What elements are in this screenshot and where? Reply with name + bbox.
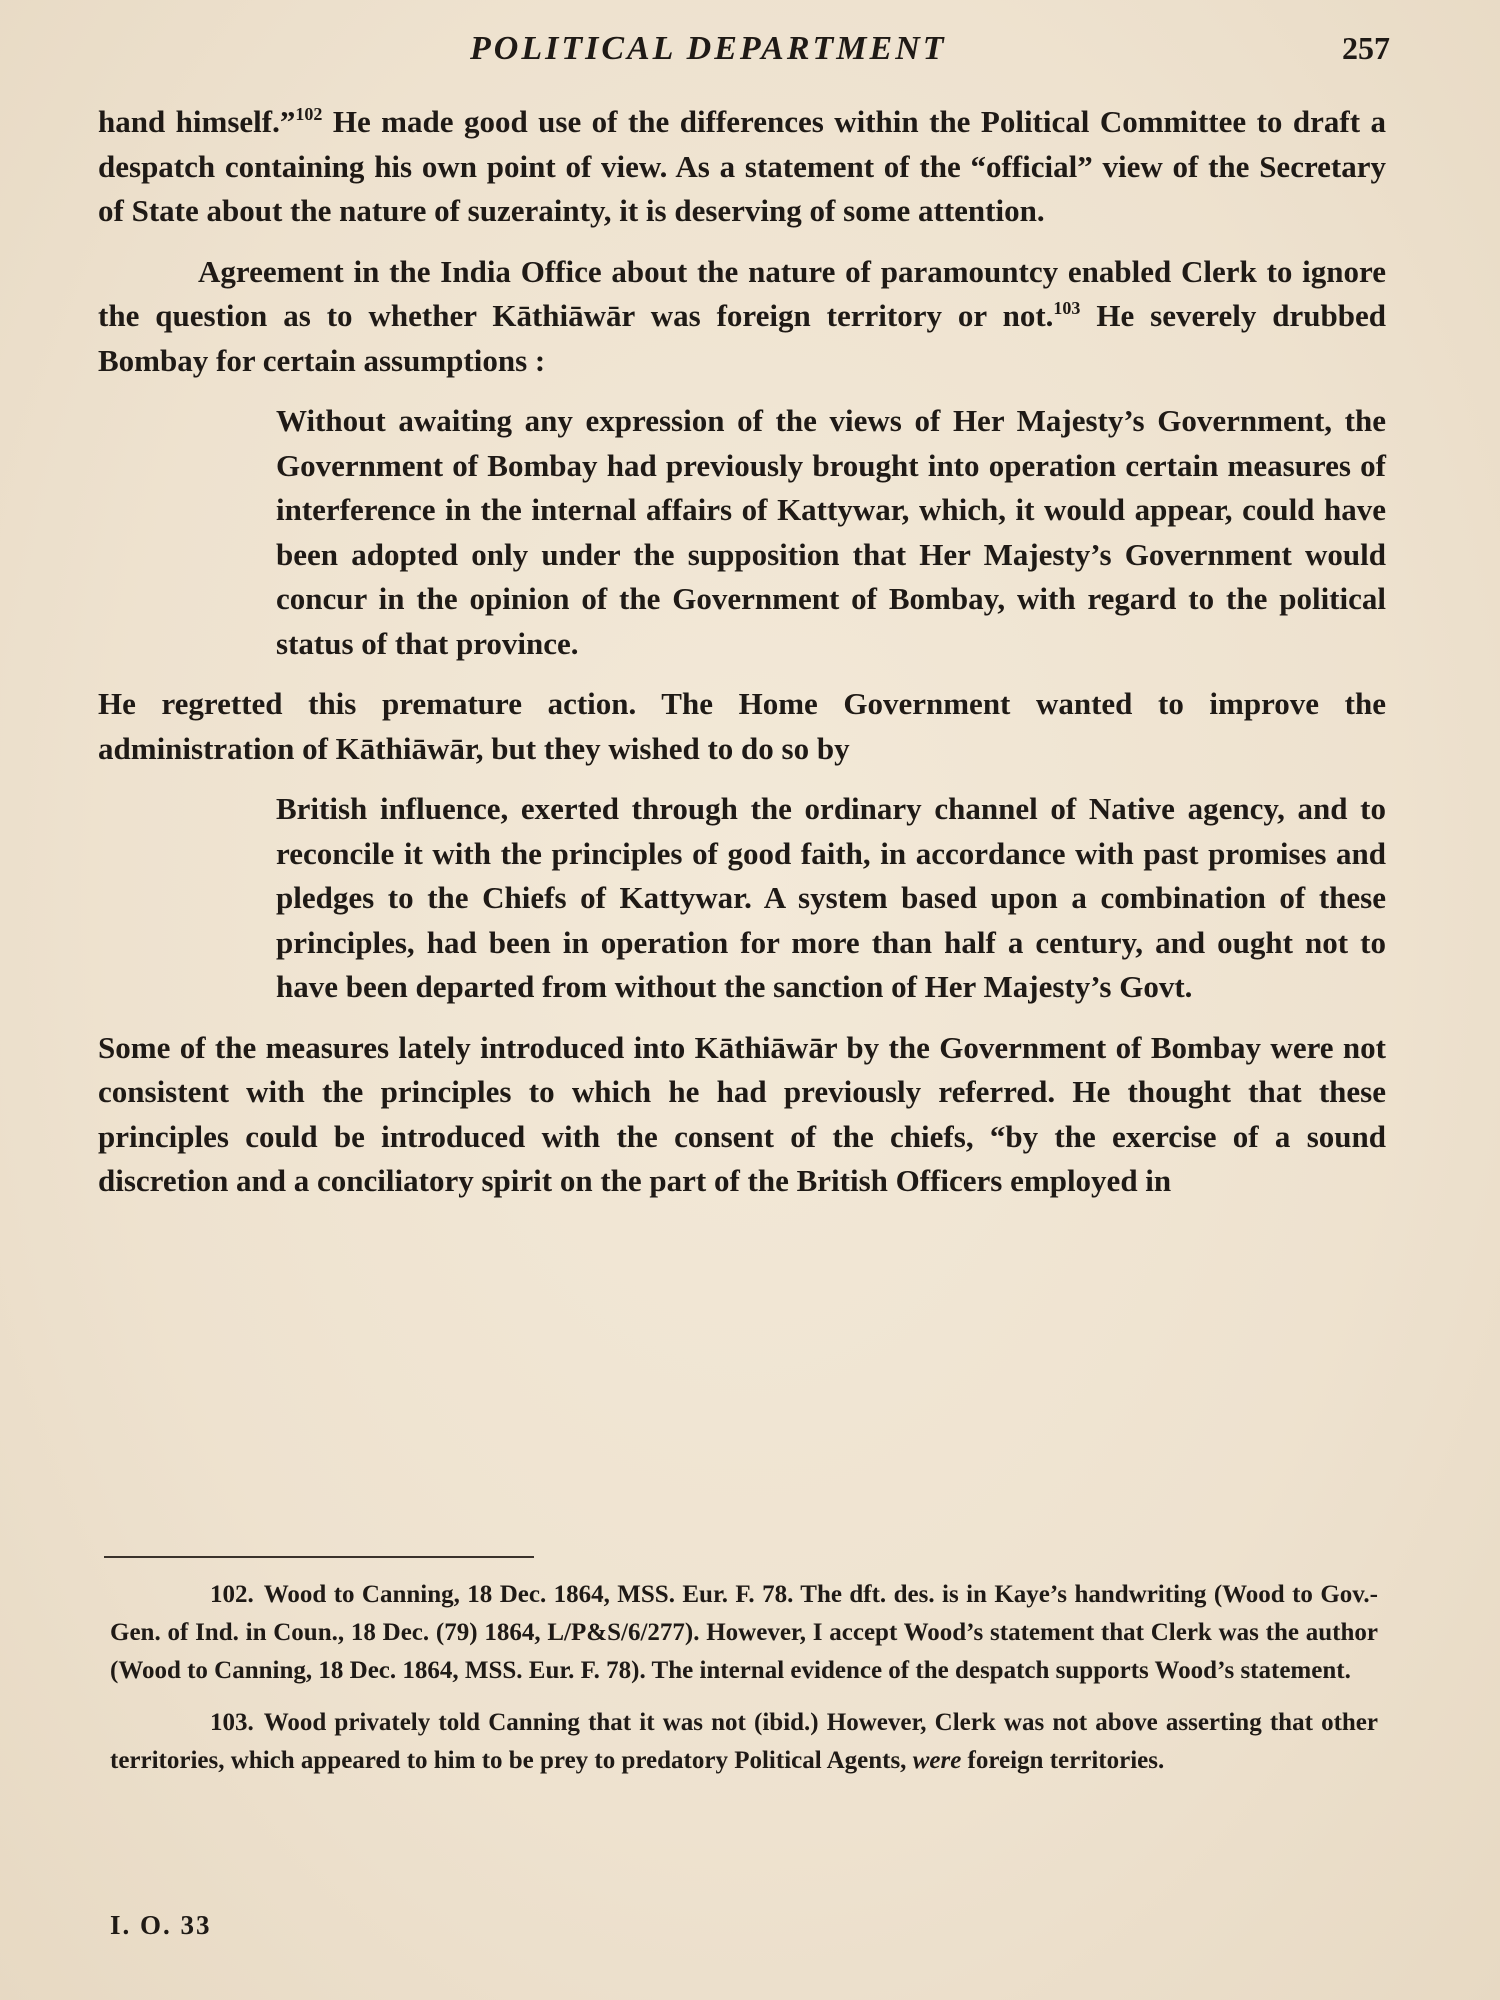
footnote-number: 103. <box>210 1709 254 1736</box>
page-number: 257 <box>1342 30 1390 66</box>
footnote-ref-103: 103 <box>1053 298 1081 318</box>
footnote-text: Wood to Canning, 18 Dec. 1864, MSS. Eur. F. 78. The dft. des. is in Kaye’s handwriting (Wood to Gov.-Gen. of Ind. in Coun., 18 Dec. (79) 1864, L/P&S/6/277). However, I accept Wood’s statement that Clerk was the author (Wood to Canning, 18 Dec. 1864, MSS. Eur. F. 78). The internal evidence of the despatch supports Wood’s statement. <box>110 1581 1378 1684</box>
paragraph-4: Some of the measures lately introduced into Kāthiāwār by the Government of Bombay were not consistent with the principles to which he had previously referred. He thought that these principles could be introduced with the consent of the chiefs, “by the exercise of a sound discretion and a conciliatory spirit on the part of the British Officers employed in <box>98 1029 1386 1198</box>
footnote-102 <box>110 1576 1378 1690</box>
paragraph-1-text-b: He made good use of the differences within the Political Committee to draft a despatch containing his own point of view. As a statement of the “official” view of the Secretary of State about the nature of suzerainty, it is deserving of some attention. <box>98 104 1386 228</box>
footnote-text-a: Wood privately told Canning that it was not (ibid.) However, Clerk was not above asserting that other territories, which appeared to him to be prey to predatory Political Agents, <box>110 1709 1378 1774</box>
footnotes <box>110 1576 1378 1794</box>
signature-mark: I. O. 33 <box>110 1910 212 1940</box>
block-quote-2: British influence, exerted through the ordinary channel of Native agency, and to reconcile it with the principles of good faith, in accordance with past promises and pledges to the Chiefs of Kattywar. A system based upon a combination of these principles, had been in operation for more than half a century, and ought not to have been departed from without the sanction of Her Majesty’s Govt. <box>276 791 1386 1004</box>
footnote-text-b: foreign territories. <box>961 1747 1165 1774</box>
paragraph-1-text-a: hand himself.” <box>98 104 296 139</box>
page-header <box>470 30 1390 72</box>
main-text <box>98 100 1386 1220</box>
paragraph-3: He regretted this premature action. The Home Government wanted to improve the administration of Kāthiāwār, but they wished to do so by <box>98 686 1386 766</box>
footnote-103 <box>110 1704 1378 1780</box>
paragraph-2-text-a: Agreement in the India Office about the nature of paramountcy enabled Clerk to ignore the question as to whether Kāthiāwār was foreign territory or not. <box>98 253 1386 333</box>
paragraph-1 <box>98 100 1386 234</box>
paragraph-2-text-b: He severely drubbed Bombay for certain assumptions : <box>98 298 1387 378</box>
footnote-ref-102: 102 <box>295 104 323 124</box>
block-quote-1: Without awaiting any expression of the views of Her Majesty’s Government, the Government of Bombay had previously brought into operation certain measures of interference in the internal affairs of Kattywar, which, it would appear, could have been adopted only under the supposition that Her Majesty’s Government would concur in the opinion of the Government of Bombay, with regard to the political status of that province. <box>276 403 1386 661</box>
footnote-number: 102. <box>210 1581 254 1608</box>
footnote-divider <box>104 1556 534 1558</box>
footnote-emphasis: were <box>912 1747 962 1774</box>
running-head: POLITICAL DEPARTMENT <box>470 30 947 67</box>
paragraph-2 <box>98 250 1386 384</box>
